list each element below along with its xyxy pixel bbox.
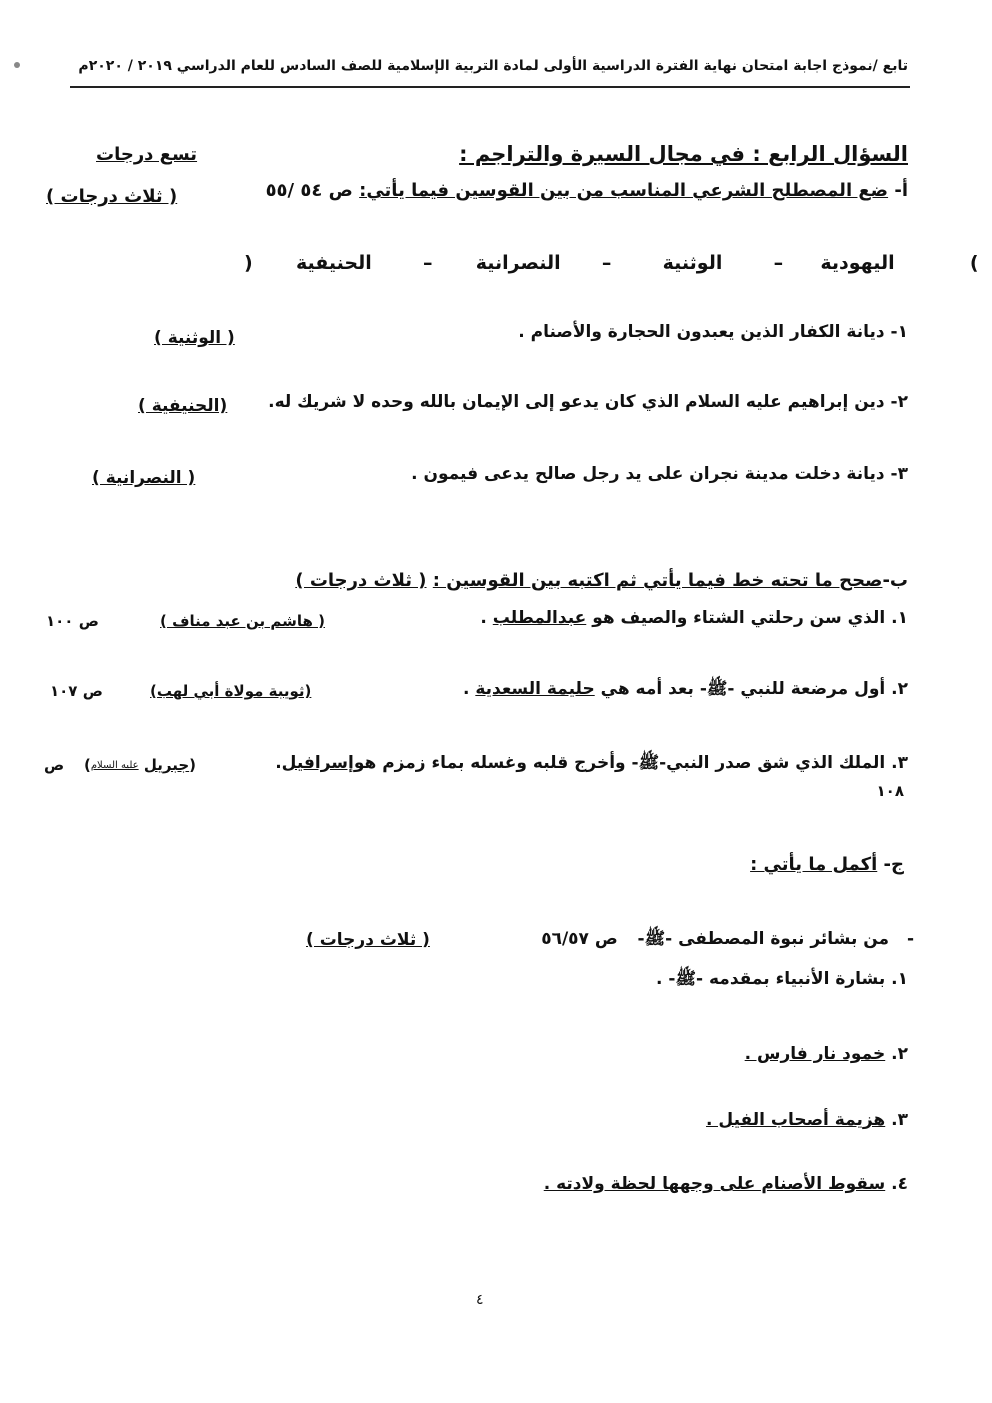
section-c-lead: من بشائر نبوة المصطفى -ﷺ-	[637, 929, 890, 949]
section-c-item-3	[706, 1110, 908, 1130]
item-text: بشارة الأنبياء بمقدمه -ﷺ- .	[656, 969, 886, 989]
item-number: ١.	[891, 969, 908, 989]
section-b-label: ب-	[882, 570, 908, 591]
item-text: خمود نار فارس .	[744, 1044, 886, 1064]
section-c-item-2	[745, 1044, 908, 1064]
item-text: هزيمة أصحاب الفيل .	[706, 1110, 886, 1130]
section-a-item-1	[518, 322, 908, 342]
section-c-marks: ( ثلاث درجات )	[306, 930, 430, 950]
option-judaism: اليهودية	[820, 252, 895, 274]
section-b-page-3-number: ١٠٨	[876, 782, 904, 800]
section-c-item-1	[656, 968, 908, 993]
item-text: ديانة الكفار الذين يعبدون الحجارة والأصنام .	[518, 322, 885, 342]
section-a-answer-3: ( النصرانية )	[92, 468, 196, 488]
option-separator: –	[601, 252, 612, 274]
item-underlined-error: إسرافيل	[281, 753, 354, 773]
section-b-item-3	[275, 752, 908, 777]
answer-open-paren: (	[189, 756, 196, 774]
answer-close-paren: )	[84, 756, 91, 774]
section-c-lead-line	[541, 928, 914, 953]
item-text: الملك الذي شق صدر النبي-ﷺ- وأخرج قلبه وغسله بماء زمزم هو	[353, 753, 886, 773]
section-c-item-4	[544, 1174, 908, 1194]
document-header: تابع /نموذج اجابة امتحان نهاية الفترة الدراسية الأولى لمادة التربية الإسلامية للصف السادس للعام الدراسي ٢٠١٩ / ٢٠٢٠م	[78, 58, 908, 74]
item-number: ٣.	[891, 753, 908, 773]
section-b-page-2: ص ١٠٧	[50, 682, 103, 700]
option-paganism: الوثنية	[662, 252, 723, 274]
item-underlined-error: حليمة السعدية	[475, 679, 595, 699]
section-b-marks: ( ثلاث درجات )	[295, 570, 427, 591]
option-separator: –	[423, 252, 433, 274]
header-rule	[70, 86, 910, 88]
section-c-page-ref: ص ٥٦/٥٧	[541, 929, 618, 949]
answer-note: عليه السلام	[90, 760, 139, 771]
section-b-answer-3	[84, 756, 196, 774]
item-underlined-error: عبدالمطلب	[492, 608, 587, 628]
option-separator: –	[773, 252, 784, 274]
section-b-answer-2: (ثويبة مولاة أبي لهب)	[150, 682, 312, 700]
option-hanifiyya: الحنيفية	[295, 252, 372, 274]
item-number: ١.	[891, 608, 908, 628]
item-text: أول مرضعة للنبي -ﷺ- بعد أمه هي	[600, 679, 886, 699]
item-text: ديانة دخلت مدينة نجران على يد رجل صالح يدعى فيمون .	[411, 464, 885, 484]
section-b-instruction-line	[295, 570, 908, 591]
section-a-item-3	[411, 464, 908, 484]
item-text: الذي سن رحلتي الشتاء والصيف هو	[592, 608, 886, 628]
scan-speck	[14, 62, 20, 68]
lead-dash: -	[906, 929, 914, 949]
question-marks: تسع درجات	[96, 144, 198, 165]
item-text-end: .	[275, 753, 282, 773]
page-number: ٤	[476, 1292, 484, 1308]
section-a-answer-2: (الحنيفية )	[138, 396, 228, 416]
section-a-options	[244, 252, 979, 274]
item-number: ٤.	[891, 1174, 908, 1194]
item-text-end: .	[462, 679, 470, 699]
section-b-page-1: ص ١٠٠	[46, 612, 99, 630]
item-number: ١-	[890, 322, 908, 342]
item-number: ٣-	[890, 464, 908, 484]
item-number: ٢.	[891, 1044, 908, 1064]
section-b-item-1	[480, 608, 908, 628]
answer-text: جبريل	[143, 756, 190, 774]
section-a-instruction: ضع المصطلح الشرعي المناسب من بين القوسين فيما يأتي:	[359, 180, 889, 201]
section-b-answer-1: ( هاشم بن عبد مناف )	[160, 612, 325, 630]
section-b-instruction: صحح ما تحته خط فيما يأتي ثم اكتبه بين القوسين :	[432, 570, 883, 591]
item-text: سقوط الأصنام على وجهها لحظة ولادته .	[543, 1174, 886, 1194]
section-c-instruction: أكمل ما يأتي :	[750, 854, 878, 875]
question-title: السؤال الرابع : في مجال السيرة والتراجم :	[459, 142, 908, 166]
section-a-instruction-line	[266, 180, 908, 201]
section-c-label: ج-	[883, 854, 904, 875]
item-text: دين إبراهيم عليه السلام الذي كان يدعو إلى الإيمان بالله وحده لا شريك له.	[268, 392, 885, 412]
item-number: ٢.	[891, 679, 908, 699]
section-b-page-3: ص	[44, 756, 65, 774]
section-b-item-2	[463, 678, 908, 703]
section-a-marks: ( ثلاث درجات )	[46, 186, 178, 207]
section-a-page-ref: ص ٥٤ /٥٥	[265, 180, 353, 201]
option-christianity: النصرانية	[475, 252, 561, 274]
section-a-label: أ-	[894, 180, 908, 201]
item-number: ٣.	[891, 1110, 908, 1130]
options-open-paren: (	[969, 252, 979, 274]
item-number: ٢-	[890, 392, 908, 412]
section-a-item-2	[268, 392, 908, 412]
item-text-end: .	[480, 608, 487, 628]
options-close-paren: )	[244, 252, 253, 274]
section-c-instruction-line	[750, 854, 904, 875]
section-a-answer-1: ( الوثنية )	[154, 328, 235, 348]
